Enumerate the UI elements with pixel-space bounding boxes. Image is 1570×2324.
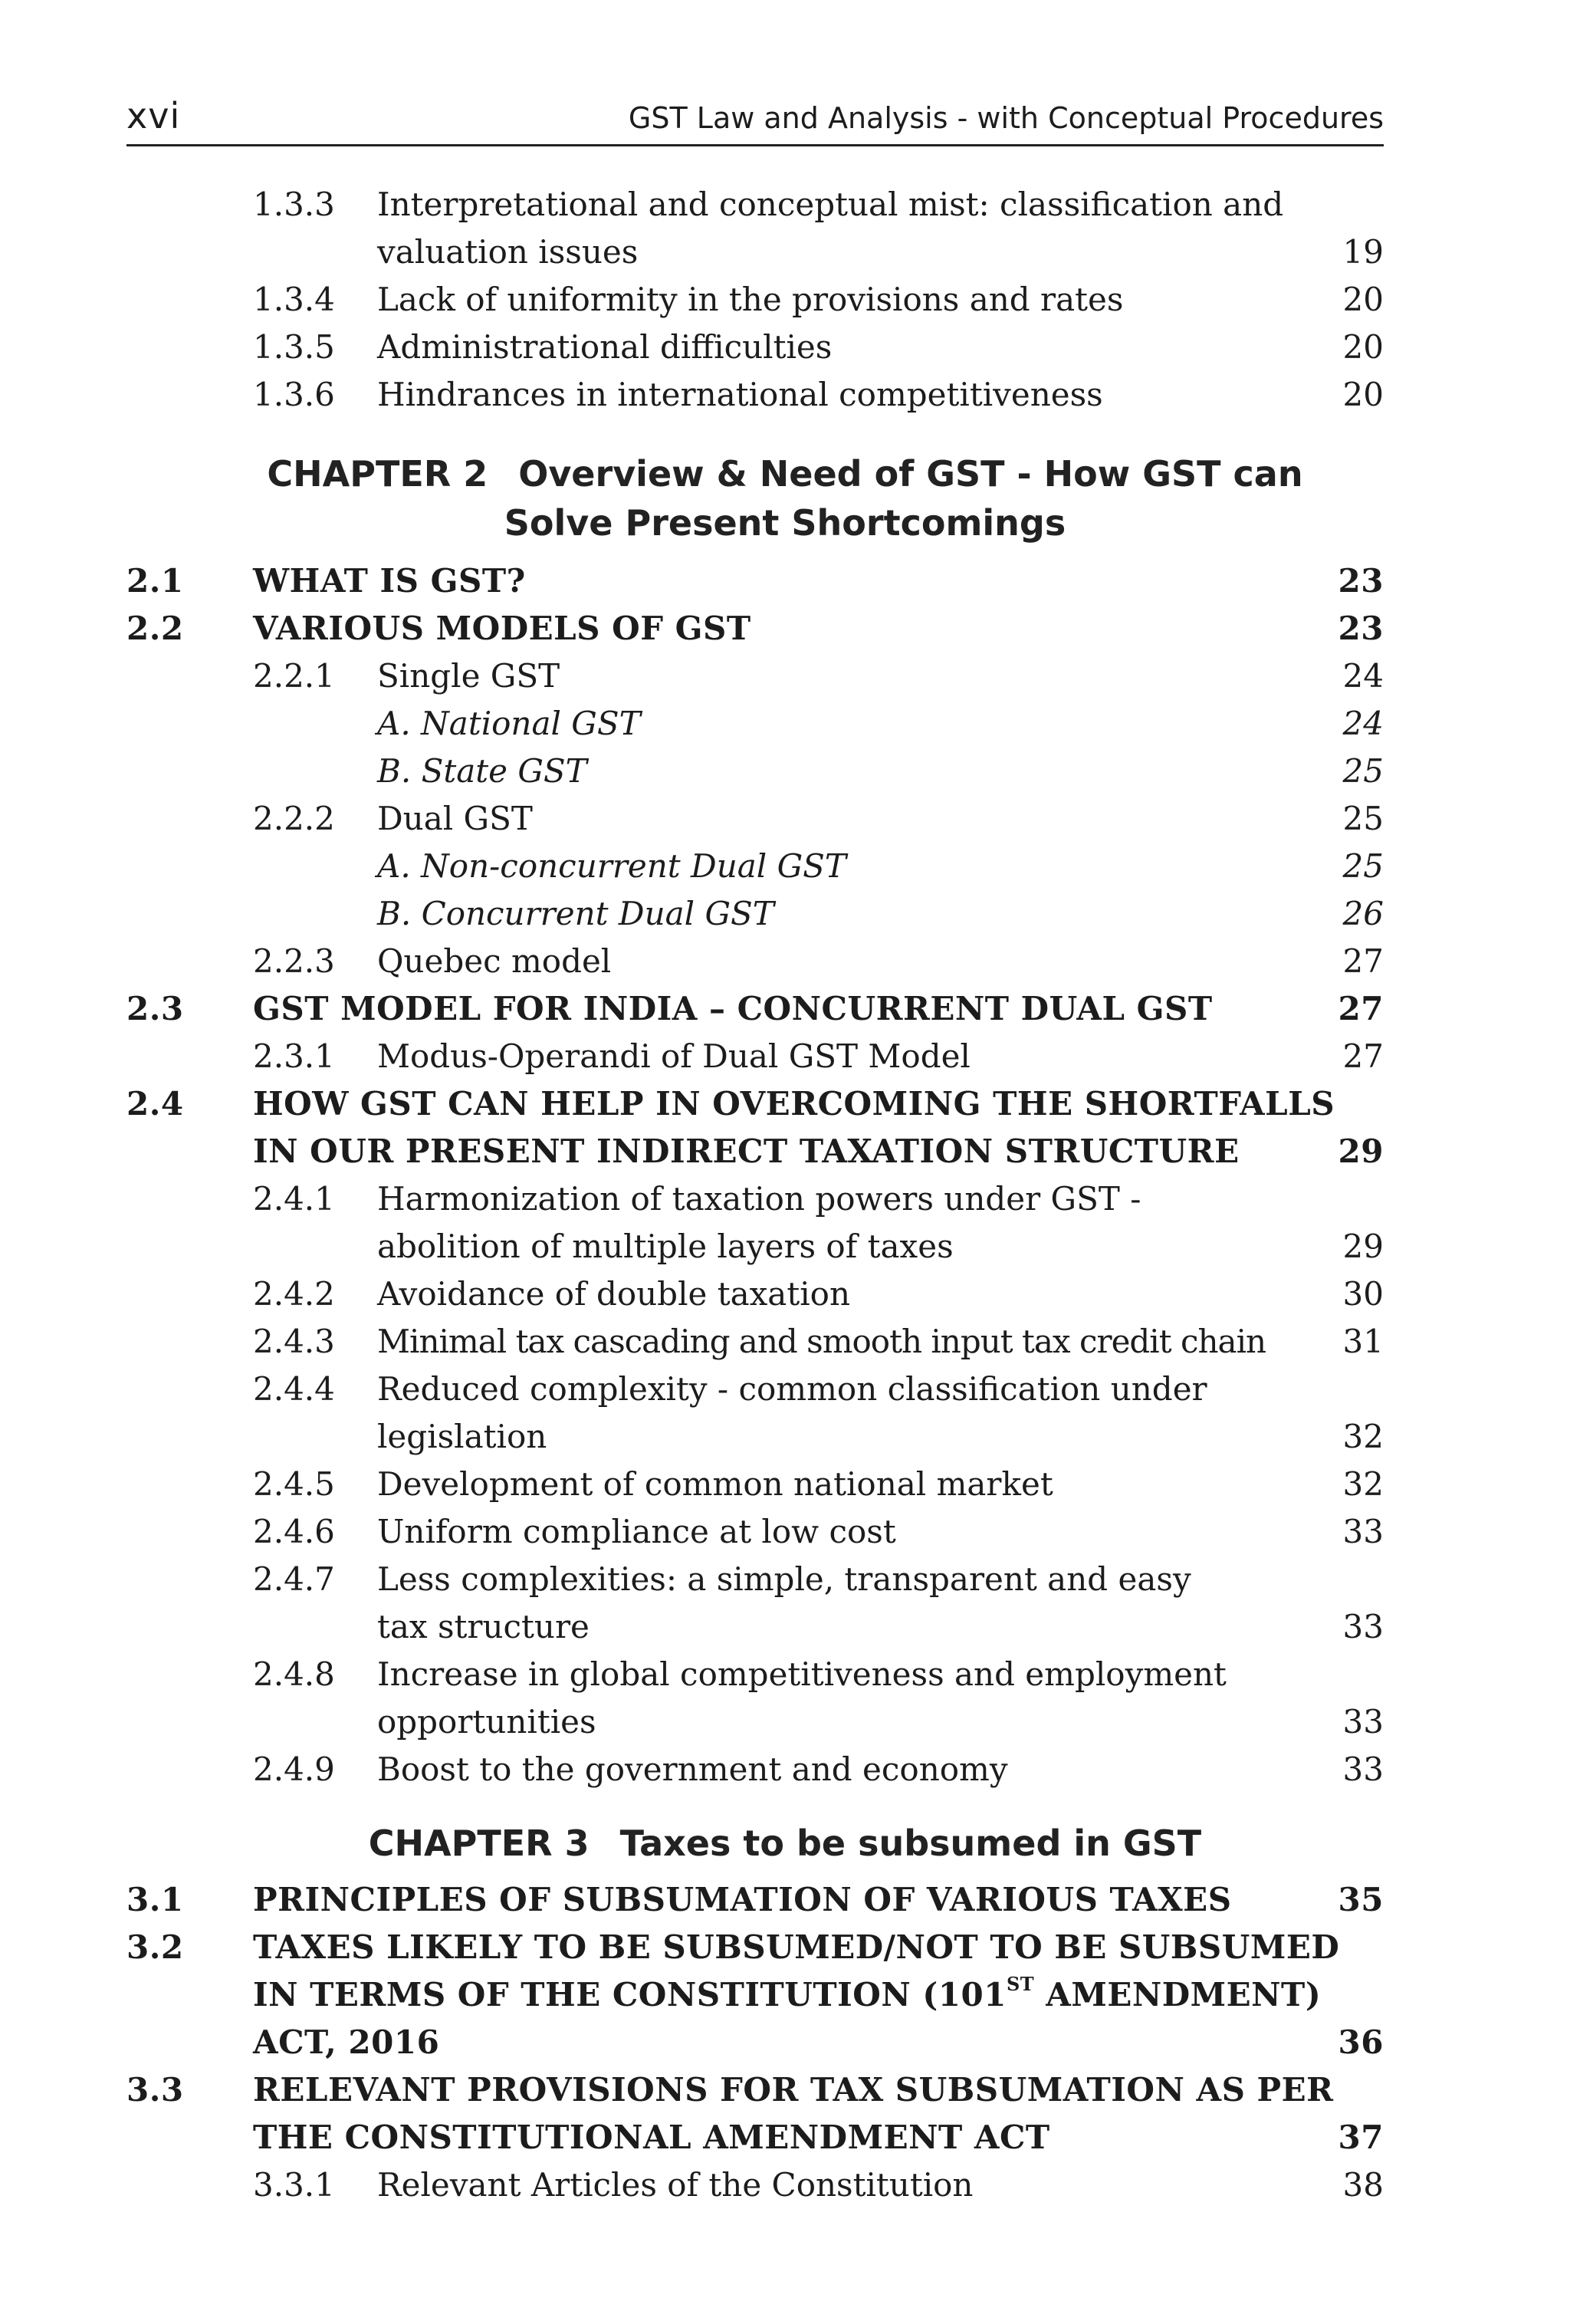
entry-title: legislation	[377, 1418, 547, 1455]
entry-page: 24	[1342, 657, 1384, 695]
toc-entry-2-4-7-cont[interactable]	[0, 1603, 1570, 1651]
entry-page: 33	[1342, 1703, 1384, 1741]
entry-page: 20	[1342, 376, 1384, 413]
entry-title: abolition of multiple layers of taxes	[377, 1228, 954, 1265]
entry-page: 33	[1342, 1513, 1384, 1550]
entry-page: 25	[1342, 800, 1384, 837]
entry-title: Minimal tax cascading and smooth input tax credit chain	[377, 1323, 1266, 1360]
toc-entry-2-4-cont[interactable]	[0, 1128, 1570, 1175]
entry-page: 25	[1342, 847, 1384, 885]
entry-title: PRINCIPLES OF SUBSUMATION OF VARIOUS TAXES	[253, 1881, 1232, 1918]
entry-page: 32	[1342, 1418, 1384, 1455]
entry-title: VARIOUS MODELS OF GST	[253, 610, 751, 647]
entry-number: 2.2.3	[253, 942, 335, 980]
entry-title: opportunities	[377, 1703, 596, 1741]
entry-page: 19	[1342, 233, 1384, 271]
entry-number: 1.3.6	[253, 376, 335, 413]
entry-number: 2.2.1	[253, 657, 335, 695]
toc-entry-2-3-1[interactable]	[0, 1033, 1570, 1080]
entry-title: valuation issues	[377, 233, 639, 271]
toc-entry-2-4-6[interactable]	[0, 1508, 1570, 1556]
toc-entry-2-4-8[interactable]	[0, 1651, 1570, 1698]
entry-number: 2.4.9	[253, 1750, 335, 1788]
toc-entry-1-3-4[interactable]	[0, 276, 1570, 324]
toc-entry-2-4-8-cont[interactable]	[0, 1698, 1570, 1746]
chapter-title-line: Taxes to be subsumed in GST	[619, 1823, 1202, 1864]
entry-title: HOW GST CAN HELP IN OVERCOMING THE SHORTFALLS	[253, 1085, 1335, 1123]
entry-title: A. National GST	[377, 705, 641, 742]
entry-title: tax structure	[377, 1608, 590, 1645]
toc-entry-2-2-2-a[interactable]	[0, 843, 1570, 890]
entry-page: 27	[1342, 942, 1384, 980]
toc-entry-2-2-1-b[interactable]	[0, 748, 1570, 795]
book-title: GST Law and Analysis - with Conceptual Procedures	[628, 101, 1384, 135]
entry-title: Administrational difficulties	[377, 328, 833, 366]
entry-title: Reduced complexity - common classification under	[377, 1370, 1207, 1408]
toc-entry-2-4-5[interactable]	[0, 1461, 1570, 1508]
entry-page: 23	[1338, 610, 1384, 647]
entry-number: 2.4.7	[253, 1560, 335, 1598]
chapter-title-line: Solve Present Shortcomings	[504, 502, 1066, 544]
entry-title: Increase in global competitiveness and employment	[377, 1655, 1227, 1693]
chapter-2-heading-line2	[0, 499, 1570, 547]
toc-entry-2-2-1-a[interactable]	[0, 700, 1570, 748]
entry-title: IN OUR PRESENT INDIRECT TAXATION STRUCTURE	[253, 1132, 1240, 1170]
entry-title: THE CONSTITUTIONAL AMENDMENT ACT	[253, 2119, 1050, 2156]
chapter-title-line: Overview & Need of GST - How GST can	[518, 453, 1303, 495]
toc-entry-1-3-3-cont[interactable]	[0, 228, 1570, 276]
entry-page: 33	[1342, 1608, 1384, 1645]
entry-title: Boost to the government and economy	[377, 1750, 1008, 1788]
toc-entry-2-4-1[interactable]	[0, 1175, 1570, 1223]
chapter-label: CHAPTER 3	[368, 1823, 590, 1864]
toc-entry-2-4-7[interactable]	[0, 1556, 1570, 1603]
toc-entry-2-4-4[interactable]	[0, 1366, 1570, 1413]
entry-page: 38	[1342, 2166, 1384, 2204]
entry-page: 32	[1342, 1465, 1384, 1503]
entry-title: B. State GST	[377, 752, 587, 790]
entry-title: Avoidance of double taxation	[377, 1275, 850, 1313]
toc-entry-1-3-5[interactable]	[0, 324, 1570, 371]
page-number: xvi	[126, 95, 181, 136]
entry-page: 27	[1338, 990, 1384, 1027]
toc-entry-2-2-1[interactable]	[0, 652, 1570, 700]
toc-entry-2-4-1-cont[interactable]	[0, 1223, 1570, 1270]
toc-entry-2-1[interactable]	[0, 557, 1570, 605]
toc-entry-3-2-cont[interactable]	[0, 1971, 1570, 2019]
toc-entry-2-2-3[interactable]	[0, 938, 1570, 985]
entry-page: 30	[1342, 1275, 1384, 1313]
entry-number: 2.4.4	[253, 1370, 335, 1408]
entry-page: 25	[1342, 752, 1384, 790]
entry-title: Dual GST	[377, 800, 533, 837]
entry-title: TAXES LIKELY TO BE SUBSUMED/NOT TO BE SUBSUMED	[253, 1928, 1340, 1966]
entry-number: 2.4.3	[253, 1323, 335, 1360]
entry-page: 26	[1342, 895, 1384, 932]
chapter-2-heading	[0, 450, 1570, 498]
chapter-label: CHAPTER 2	[267, 453, 488, 495]
entry-number: 2.4.6	[253, 1513, 335, 1550]
entry-number: 3.3.1	[253, 2166, 335, 2204]
toc-entry-3-2-cont2[interactable]	[0, 2019, 1570, 2066]
entry-title-part: IN TERMS OF THE CONSTITUTION (101	[253, 1976, 1007, 2013]
entry-title: Single GST	[377, 657, 560, 695]
entry-page: 29	[1338, 1132, 1384, 1170]
entry-page: 20	[1342, 281, 1384, 318]
entry-number: 2.2.2	[253, 800, 335, 837]
toc-entry-2-2-2[interactable]	[0, 795, 1570, 843]
entry-page: 24	[1342, 705, 1384, 742]
entry-number: 2.4.2	[253, 1275, 335, 1313]
entry-number: 1.3.4	[253, 281, 335, 318]
entry-number: 2.1	[126, 562, 184, 600]
entry-title: Hindrances in international competitiveness	[377, 376, 1103, 413]
toc-entry-1-3-6[interactable]	[0, 371, 1570, 419]
entry-title: Harmonization of taxation powers under GST -	[377, 1180, 1141, 1218]
entry-title: A. Non-concurrent Dual GST	[377, 847, 846, 885]
entry-title: ACT, 2016	[253, 2023, 440, 2061]
entry-title	[253, 1971, 1321, 2019]
entry-number: 3.3	[126, 2071, 184, 2109]
entry-title: Quebec model	[377, 942, 612, 980]
toc-entry-3-3[interactable]	[0, 2066, 1570, 2114]
entry-number: 3.1	[126, 1881, 184, 1918]
running-header	[126, 90, 1384, 146]
entry-page: 33	[1342, 1750, 1384, 1788]
entry-number: 2.4.1	[253, 1180, 335, 1218]
entry-number: 1.3.5	[253, 328, 335, 366]
toc-entry-2-2[interactable]	[0, 605, 1570, 652]
entry-title: WHAT IS GST?	[253, 562, 526, 600]
entry-page: 31	[1342, 1323, 1384, 1360]
toc-entry-3-3-1[interactable]	[0, 2161, 1570, 2209]
superscript: ST	[1006, 1973, 1035, 1995]
entry-title: Interpretational and conceptual mist: classification and	[377, 186, 1284, 223]
toc-entry-2-4-3[interactable]	[0, 1318, 1570, 1366]
entry-page: 23	[1338, 562, 1384, 600]
entry-title: Lack of uniformity in the provisions and rates	[377, 281, 1124, 318]
entry-title: RELEVANT PROVISIONS FOR TAX SUBSUMATION AS PER	[253, 2071, 1334, 2109]
entry-page: 27	[1342, 1037, 1384, 1075]
entry-title: B. Concurrent Dual GST	[377, 895, 774, 932]
entry-title: Uniform compliance at low cost	[377, 1513, 896, 1550]
entry-number: 2.4.5	[253, 1465, 335, 1503]
chapter-3-heading	[0, 1819, 1570, 1867]
entry-title: Less complexities: a simple, transparent and easy	[377, 1560, 1191, 1598]
toc-entry-3-3-cont[interactable]	[0, 2114, 1570, 2161]
toc-entry-2-4-4-cont[interactable]	[0, 1413, 1570, 1461]
entry-number: 2.3.1	[253, 1037, 335, 1075]
entry-page: 35	[1338, 1881, 1384, 1918]
entry-title: Modus-Operandi of Dual GST Model	[377, 1037, 971, 1075]
toc-entry-2-4[interactable]	[0, 1080, 1570, 1128]
entry-number: 3.2	[126, 1928, 184, 1966]
toc-entry-1-3-3[interactable]	[0, 181, 1570, 228]
toc-entry-2-2-2-b[interactable]	[0, 890, 1570, 938]
entry-number: 1.3.3	[253, 186, 335, 223]
entry-title: Development of common national market	[377, 1465, 1053, 1503]
entry-title: Relevant Articles of the Constitution	[377, 2166, 974, 2204]
toc-entry-2-4-9[interactable]	[0, 1746, 1570, 1793]
entry-number: 2.3	[126, 990, 184, 1027]
entry-title-part: AMENDMENT)	[1034, 1976, 1322, 2013]
entry-page: 36	[1338, 2023, 1384, 2061]
toc-entry-3-2[interactable]	[0, 1924, 1570, 1971]
entry-page: 29	[1342, 1228, 1384, 1265]
entry-number: 2.4.8	[253, 1655, 335, 1693]
entry-page: 20	[1342, 328, 1384, 366]
entry-page: 37	[1338, 2119, 1384, 2156]
toc-entry-2-3[interactable]	[0, 985, 1570, 1033]
toc-entry-2-4-2[interactable]	[0, 1270, 1570, 1318]
entry-number: 2.2	[126, 610, 184, 647]
entry-title: GST MODEL FOR INDIA – CONCURRENT DUAL GST	[253, 990, 1213, 1027]
toc-entry-3-1[interactable]	[0, 1876, 1570, 1924]
entry-number: 2.4	[126, 1085, 184, 1123]
